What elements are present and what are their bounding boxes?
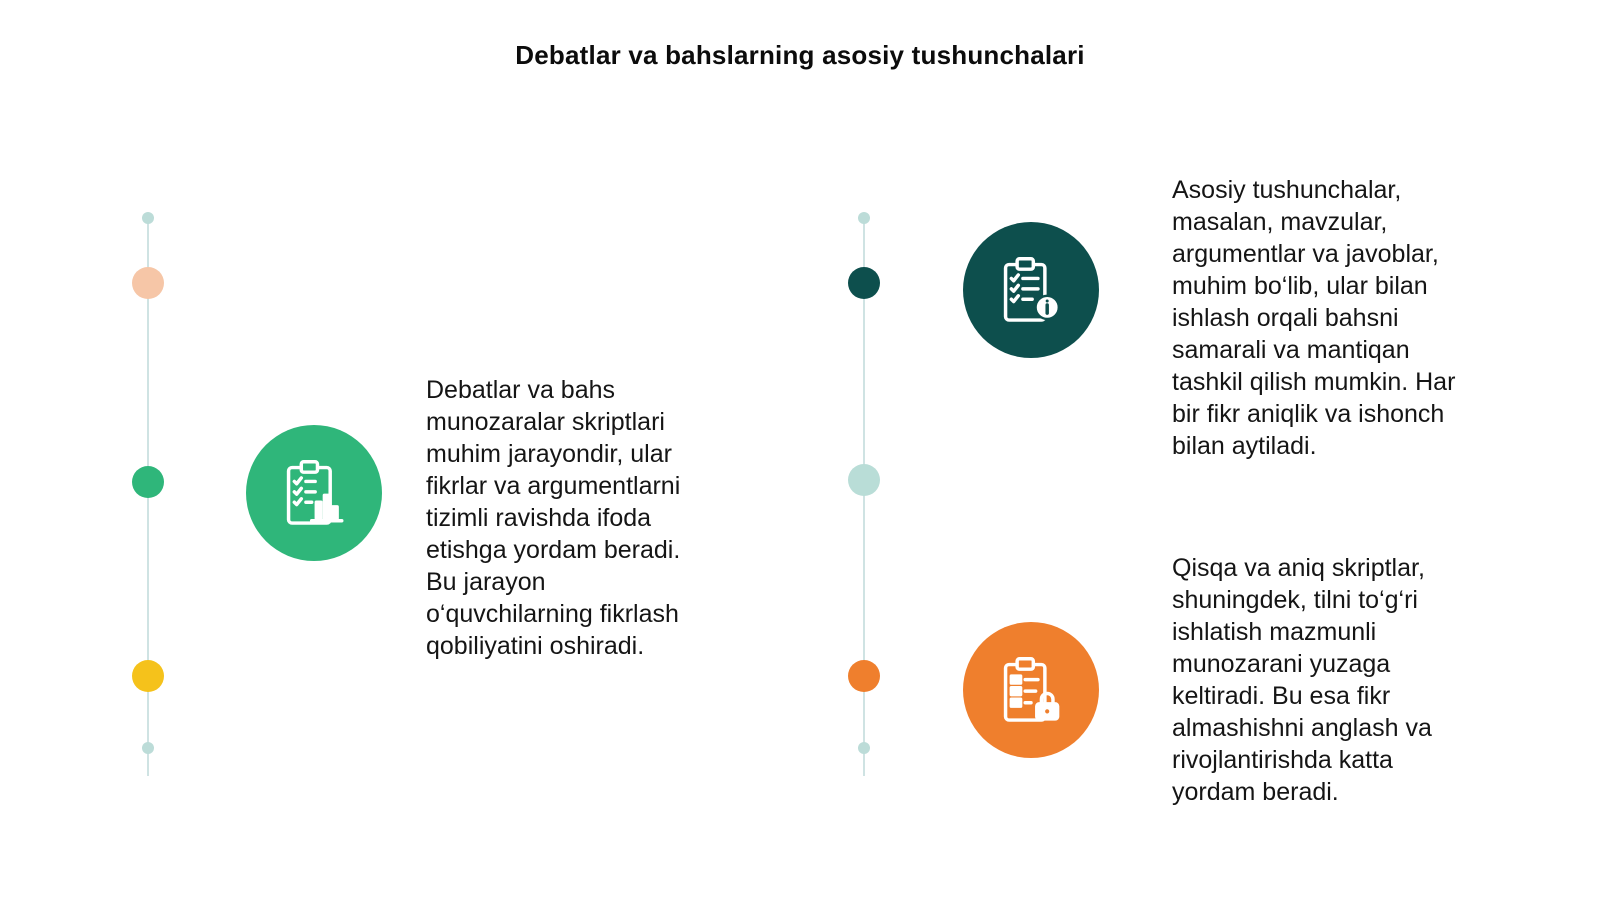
timeline-marker-green [132, 466, 164, 498]
timeline-marker-light-teal [848, 464, 880, 496]
timeline-line [863, 216, 865, 776]
paragraph-short-scripts: Qisqa va aniq skriptlar, shuningdek, tilni to‘g‘ri ishlatish mazmunli munozarani yuzaga keltiradi. Bu esa fikr almashishni anglash va rivojlantirishda katta yordam beradi. [1172, 554, 1432, 806]
timeline-marker-orange [848, 660, 880, 692]
timeline-marker-peach [132, 267, 164, 299]
clipboard-info-icon [963, 222, 1099, 358]
timeline-marker-yellow [132, 660, 164, 692]
timeline-end-dot [142, 212, 154, 224]
clipboard-lock-icon [963, 622, 1099, 758]
timeline-end-dot [858, 212, 870, 224]
timeline-marker-dark-teal [848, 267, 880, 299]
paragraph-key-concepts: Asosiy tushunchalar, masalan, mavzular, argumentlar va javoblar, muhim bo‘lib, ular bilan ishlash orqali bahsni samarali va mantiqan tashkil qilish mumkin. Har bir fikr aniqlik va ishonch bilan aytiladi. [1172, 176, 1456, 460]
left-timeline [128, 216, 168, 776]
paragraph-debate-scripts: Debatlar va bahs munozaralar skriptlari muhim jarayondir, ular fikrlar va argumentlarni tizimli ravishda ifoda etishga yordam beradi. Bu jarayon o‘quvchilarning fikrlash qobiliyatini oshiradi. [426, 376, 681, 660]
timeline-end-dot [858, 742, 870, 754]
clipboard-chart-icon [246, 425, 382, 561]
right-timeline [844, 216, 884, 776]
slide-title: Debatlar va bahslarning asosiy tushunchalari [515, 40, 1085, 70]
timeline-end-dot [142, 742, 154, 754]
